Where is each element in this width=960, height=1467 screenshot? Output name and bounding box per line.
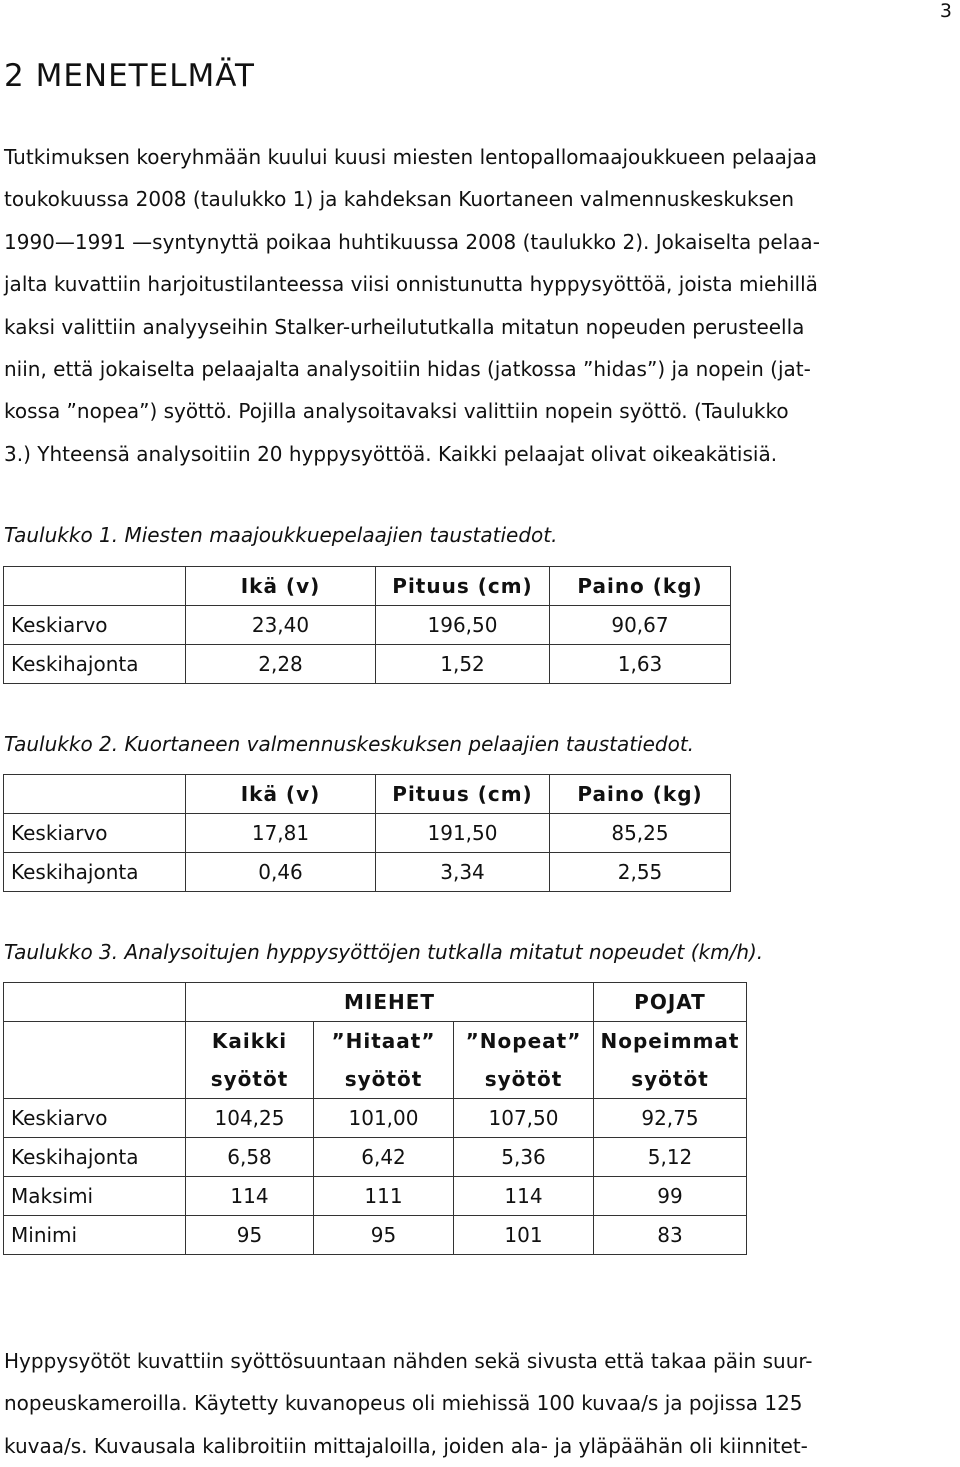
row-label: Keskiarvo: [4, 814, 186, 853]
table-cell: 114: [186, 1177, 314, 1216]
table2-caption: Taulukko 2. Kuortaneen valmennuskeskuksen pelaajien taustatiedot.: [4, 732, 695, 756]
table-row: [4, 1177, 747, 1216]
table3: [3, 982, 747, 1255]
table-cell: 99: [594, 1177, 747, 1216]
table-cell: 114: [454, 1177, 594, 1216]
table-cell: 1,52: [376, 645, 550, 684]
table-cell: 101: [454, 1216, 594, 1255]
table-cell: 2,28: [186, 645, 376, 684]
table-cell: 6,58: [186, 1138, 314, 1177]
table-header-row: [4, 775, 731, 814]
text-line: Tutkimuksen koeryhmään kuului kuusi miesten lentopallomaajoukkueen pelaajaa: [4, 145, 817, 169]
table-row: [4, 853, 731, 892]
group-header-boys: POJAT: [594, 983, 747, 1022]
row-label: Keskihajonta: [4, 645, 186, 684]
row-label: Maksimi: [4, 1177, 186, 1216]
text-line: kaksi valittiin analyyseihin Stalker-urheilututkalla mitatun nopeuden perusteella: [4, 314, 805, 339]
table-header-cell: Nopeimmat: [594, 1022, 747, 1061]
table-cell: 196,50: [376, 606, 550, 645]
table-header-cell: Paino (kg): [550, 567, 731, 606]
table-cell: 5,36: [454, 1138, 594, 1177]
table-header-cell: syötöt: [186, 1060, 314, 1099]
table-cell: 90,67: [550, 606, 731, 645]
table-cell: 17,81: [186, 814, 376, 853]
table-row: [4, 1216, 747, 1255]
table-header-cell: [4, 1022, 186, 1061]
text-line: kuvaa/s. Kuvausala kalibroitiin mittajaloilla, joiden ala- ja yläpäähän oli kiinnitet-: [4, 1433, 808, 1458]
text-line: 1990—1991 —syntynyttä poikaa huhtikuussa 2008 (taulukko 2). Jokaiselta pelaa-: [4, 229, 820, 254]
table-header-row: [4, 1060, 747, 1099]
table-row: [4, 1099, 747, 1138]
table-group-header-row: [4, 983, 747, 1022]
text-line: niin, että jokaiselta pelaajalta analysoitiin hidas (jatkossa ”hidas”) ja nopein (jat-: [4, 357, 811, 382]
row-label: Keskiarvo: [4, 606, 186, 645]
table-header-cell: Paino (kg): [550, 775, 731, 814]
table-header-cell: [4, 567, 186, 606]
table-header-cell: [4, 983, 186, 1022]
table-cell: 5,12: [594, 1138, 747, 1177]
row-label: Keskihajonta: [4, 853, 186, 892]
table-cell: 111: [314, 1177, 454, 1216]
table-cell: 92,75: [594, 1099, 747, 1138]
text-line: nopeuskameroilla. Käytetty kuvanopeus oli miehissä 100 kuvaa/s ja pojissa 125: [4, 1391, 803, 1416]
outro-paragraph: [4, 1340, 956, 1467]
table-row: [4, 814, 731, 853]
table-cell: 101,00: [314, 1099, 454, 1138]
table-cell: 3,34: [376, 853, 550, 892]
group-header-men: MIEHET: [186, 983, 594, 1022]
table-header-cell: ”Hitaat”: [314, 1022, 454, 1061]
table-cell: 6,42: [314, 1138, 454, 1177]
table-header-cell: syötöt: [314, 1060, 454, 1099]
table-cell: 191,50: [376, 814, 550, 853]
table-header-cell: Ikä (v): [186, 775, 376, 814]
text-line: 3.) Yhteensä analysoitiin 20 hyppysyöttöä. Kaikki pelaajat olivat oikeakätisiä.: [4, 441, 778, 466]
text-line: jalta kuvattiin harjoitustilanteessa viisi onnistunutta hyppysyöttöä, joista miehillä: [4, 272, 818, 297]
table1-caption: Taulukko 1. Miesten maajoukkuepelaajien taustatiedot.: [4, 523, 558, 547]
table-cell: 2,55: [550, 853, 731, 892]
table-cell: 107,50: [454, 1099, 594, 1138]
table-header-cell: ”Nopeat”: [454, 1022, 594, 1061]
table-cell: 104,25: [186, 1099, 314, 1138]
table-cell: 83: [594, 1216, 747, 1255]
table-row: [4, 606, 731, 645]
table-cell: 1,63: [550, 645, 731, 684]
table-header-cell: [4, 1060, 186, 1099]
table-cell: 23,40: [186, 606, 376, 645]
intro-paragraph: [4, 136, 956, 475]
table-row: [4, 1138, 747, 1177]
text-line: toukokuussa 2008 (taulukko 1) ja kahdeksan Kuortaneen valmennuskeskuksen: [4, 187, 795, 212]
table-cell: 95: [186, 1216, 314, 1255]
table-header-cell: [4, 775, 186, 814]
row-label: Minimi: [4, 1216, 186, 1255]
text-line: Hyppysyötöt kuvattiin syöttösuuntaan nähden sekä sivusta että takaa päin suur-: [4, 1349, 813, 1373]
table-header-cell: Pituus (cm): [376, 567, 550, 606]
row-label: Keskihajonta: [4, 1138, 186, 1177]
table-cell: 0,46: [186, 853, 376, 892]
table-header-row: [4, 567, 731, 606]
page-number: 3: [939, 0, 952, 22]
section-heading: 2 MENETELMÄT: [4, 58, 255, 94]
table-row: [4, 645, 731, 684]
row-label: Keskiarvo: [4, 1099, 186, 1138]
table-header-row: [4, 1022, 747, 1061]
table-header-cell: Pituus (cm): [376, 775, 550, 814]
table-header-cell: Ikä (v): [186, 567, 376, 606]
table-cell: 85,25: [550, 814, 731, 853]
table-header-cell: syötöt: [594, 1060, 747, 1099]
table1: [3, 566, 731, 684]
table-header-cell: Kaikki: [186, 1022, 314, 1061]
table-cell: 95: [314, 1216, 454, 1255]
table3-caption: Taulukko 3. Analysoitujen hyppysyöttöjen tutkalla mitatut nopeudet (km/h).: [4, 940, 764, 964]
text-line: kossa ”nopea”) syöttö. Pojilla analysoitavaksi valittiin nopein syöttö. (Taulukko: [4, 399, 789, 424]
table-header-cell: syötöt: [454, 1060, 594, 1099]
table2: [3, 774, 731, 892]
